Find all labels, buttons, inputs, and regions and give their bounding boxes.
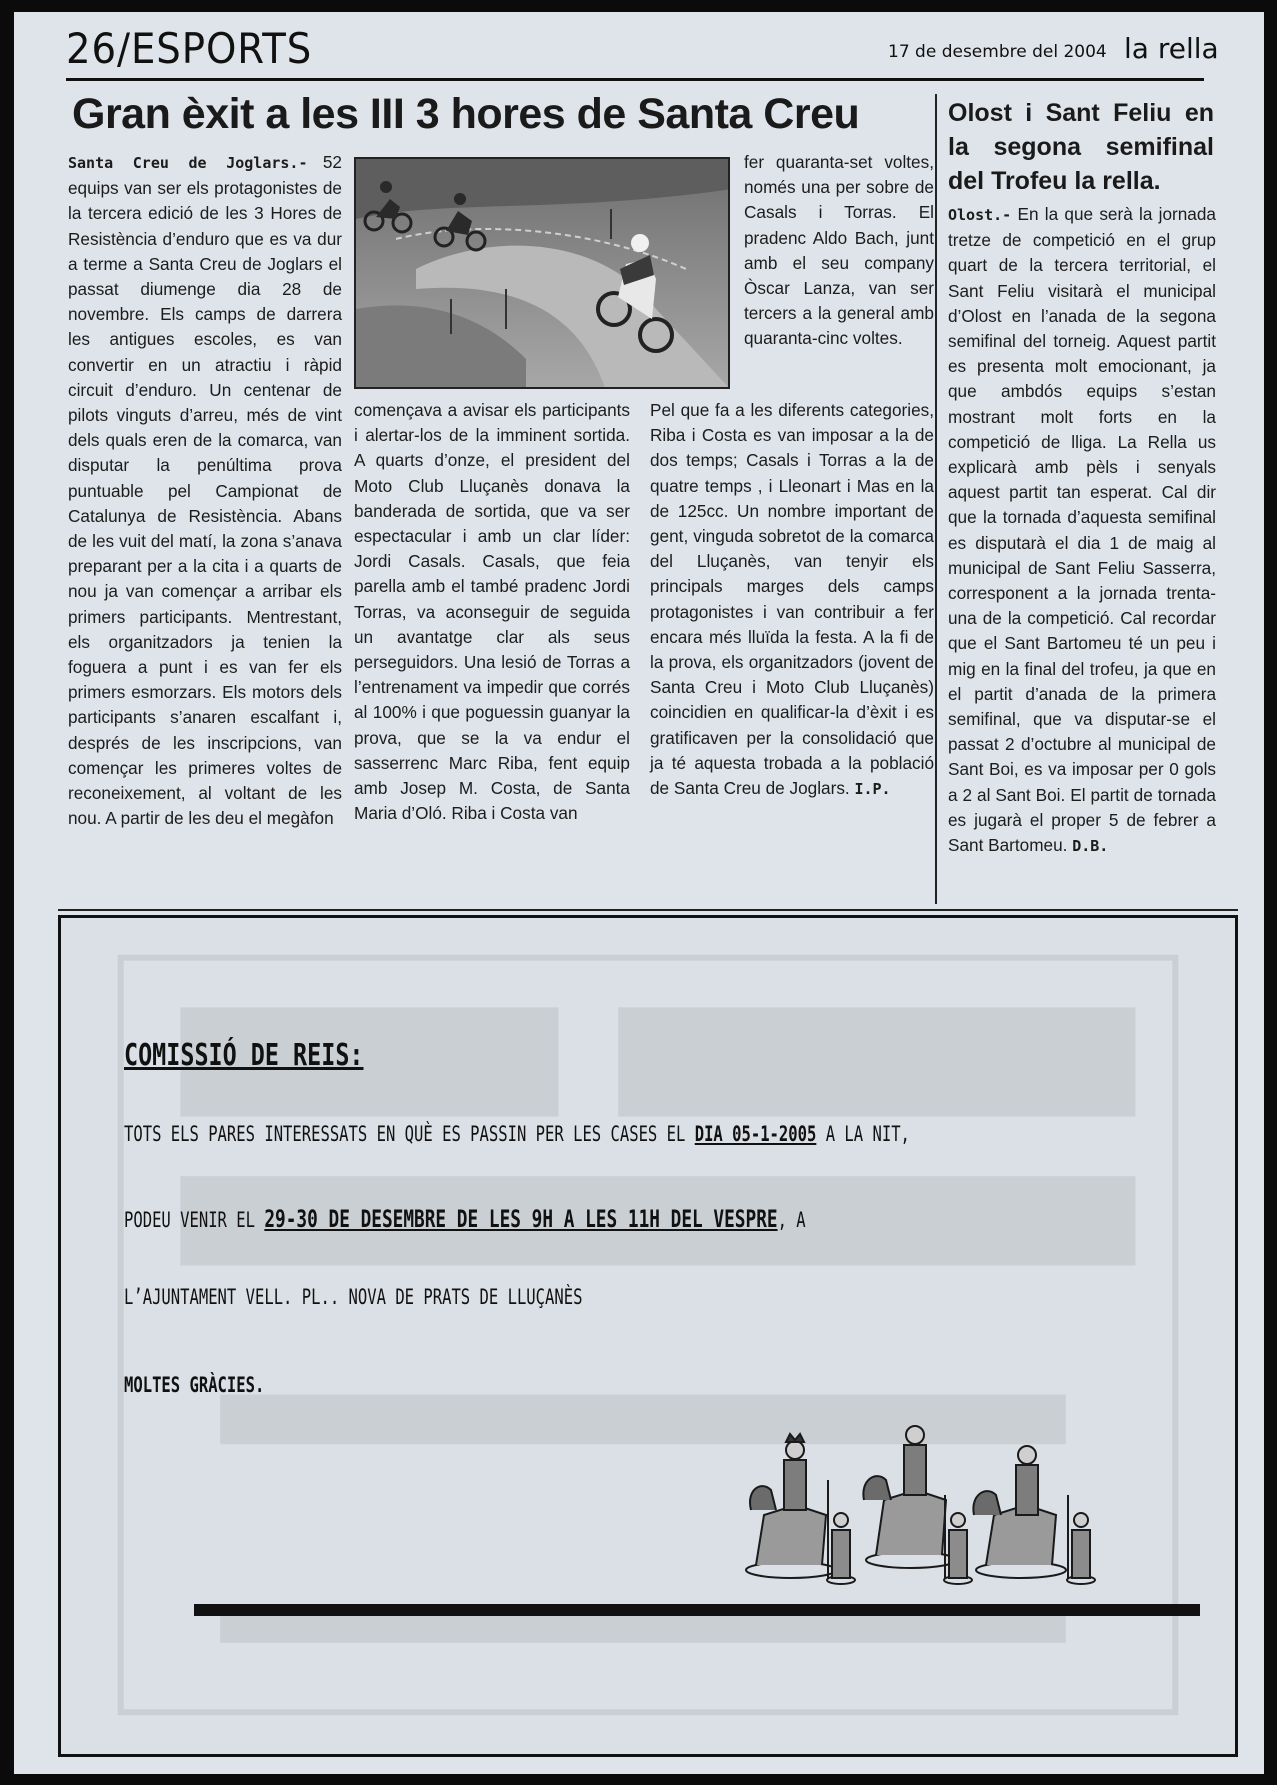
page-figure-1 [827, 1480, 855, 1584]
king-on-horse-2 [863, 1426, 956, 1568]
section-title: 26/ESPORTS [66, 24, 313, 73]
king-on-horse-1 [746, 1434, 836, 1578]
enduro-race-photo [354, 157, 730, 389]
article-signature: I.P. [854, 780, 891, 799]
article-text-col3b: Pel que fa a les diferents categories, Riba i Costa es van imposar a la de dos temps; Casals i Torras a la de quatre temps , i Lleonart i Mas en la de 125cc. Un nombre important de gent, vinguda sobretot de la comarca del Lluçanès, van tenyir els principals marges dels camps protagonistes i van contribuir a fer encara més lluïda la festa. A la fi de la prova, els organitzadors (jovent de Santa Creu i Moto Club Lluçanès) coincidien en qualificar-la d’èxit i es gratificaven per la consolidació que ja té aquesta trobada a la població de Santa Creu de Joglars. [650, 400, 934, 799]
notice-line-2 [124, 1205, 806, 1233]
notice-top-rule [58, 909, 1238, 911]
article-byline: Santa Creu de Joglars.- [68, 154, 308, 172]
article-column-2 [354, 398, 630, 826]
article-text-col3a: fer quaranta-set voltes, només una per sobre de Casals i Torras. El pradenc Aldo Bach, junt amb el seu company Òscar Lanza, van ser tercers a la general amb quaranta-cinc voltes. [744, 152, 934, 349]
notice-date: DIA 05-1-2005 [694, 1122, 817, 1146]
notice-box [58, 915, 1238, 1757]
enduro-photo-drawing [356, 159, 730, 389]
side-headline: Olost i Sant Feliu en la segona semifinal del Trofeu la rella. [948, 99, 1214, 195]
notice-line-3: L’AJUNTAMENT VELL. PL.. NOVA DE PRATS DE LLUÇANÈS [124, 1285, 583, 1309]
notice-line-1-text: TOTS ELS PARES INTERESSATS EN QUÈ ES PASSIN PER LES CASES EL [124, 1122, 695, 1146]
side-byline: Olost.- [948, 206, 1012, 224]
article-column-1 [68, 150, 342, 831]
main-headline: Gran èxit a les III 3 hores de Santa Creu [72, 90, 860, 138]
page-figure-2 [944, 1495, 972, 1584]
three-kings-illustration [736, 1420, 1106, 1590]
notice-title: COMISSIÓ DE REIS: [124, 1038, 364, 1073]
notice-line-2-text: PODEU VENIR EL [124, 1208, 265, 1232]
issue-date: 17 de desembre del 2004 [888, 42, 1107, 62]
article-text-col1: 52 equips van ser els protagonistes de la tercera edició de les 3 Hores de Resistència d’enduro que es va dur a terme a Santa Creu de Joglars el passat diumenge dia 28 de novembre. Els camps de darrera les antigues escoles, es van convertir en un atractiu i ràpid circuit d’enduro. Un centenar de pilots vinguts d’arreu, més de vint dels quals eren de la comarca, van disputar la penúltima prova puntuable pel Campionat de Catalunya de Resistència. Abans de les vuit del matí, la zona s’anava preparant per a la cita i a quarts de nou ja van començar a arribar els primers participants. Mentrestant, els organitzadors ja tenien la foguera a punt i es van fer els primers esmorzars. Els motors dels participants s’anaren escalfant i, després de les inscripcions, van començar les primeres voltes de reconeixement, al voltant de les nou. A partir de les deu el megàfon [68, 152, 342, 829]
king-on-horse-3 [973, 1446, 1066, 1578]
notice-bottom-bar [194, 1604, 1200, 1616]
article-column-3-bottom [650, 398, 934, 802]
notice-line-1-end: A LA NIT, [816, 1122, 910, 1146]
column-divider [935, 94, 937, 904]
notice-line-1 [124, 1122, 910, 1146]
side-article-column [948, 202, 1216, 859]
newspaper-page [14, 12, 1264, 1774]
page-figure-3 [1067, 1495, 1095, 1584]
notice-schedule: 29-30 DE DESEMBRE DE LES 9H A LES 11H DEL VESPRE [264, 1205, 778, 1233]
side-signature: D.B. [1072, 837, 1109, 856]
newspaper-brand: la rella [1124, 32, 1219, 65]
article-column-3-top [744, 150, 934, 352]
notice-thanks: MOLTES GRÀCIES. [124, 1373, 265, 1397]
notice-line-2-end: , A [777, 1208, 806, 1232]
side-article-text: En la que serà la jornada tretze de competició en el grup quart de la tercera territorial, el Sant Feliu visitarà el municipal d’Olost en l’anada de la segona semifinal del torneig. Aquest partit es presenta molt emocionant, ja que ambdós equips s’estan mostrant molt forts en la competició de lliga. La Rella us explicarà amb pèls i senyals aquest partit tan esperat. Cal dir que la tornada d’aquesta semifinal es disputarà el dia 1 de maig al municipal de Sant Feliu Sasserra, corresponent a la jornada trenta-una de la competició. Cal recordar que el Sant Bartomeu té un peu i mig en la final del trofeu, ja que en el partit d’anada de la primera semifinal, que va disputar-se el passat 2 d’octubre al municipal de Sant Boi, es va imposar per 0 gols a 2 al Sant Boi. El partit de tornada es jugarà el proper 5 de febrer a Sant Bartomeu. [948, 204, 1216, 856]
article-text-col2: començava a avisar els participants i alertar-los de la imminent sortida. A quarts d’onze, el president del Moto Club Lluçanès donava la banderada de sortida, que va ser espectacular i amb un clar líder: Jordi Casals. Casals, que feia parella amb el també pradenc Jordi Torras, va aconseguir de seguida un avantatge clar als seus perseguidors. Una lesió de Torras a l’entrenament va impedir que corrés al 100% i que poguessin guanyar la prova, que se la va endur el sasserrenc Marc Riba, fent equip amb Josep M. Costa, de Santa Maria d’Oló. Riba i Costa van [354, 400, 630, 824]
header-rule [66, 78, 1204, 81]
